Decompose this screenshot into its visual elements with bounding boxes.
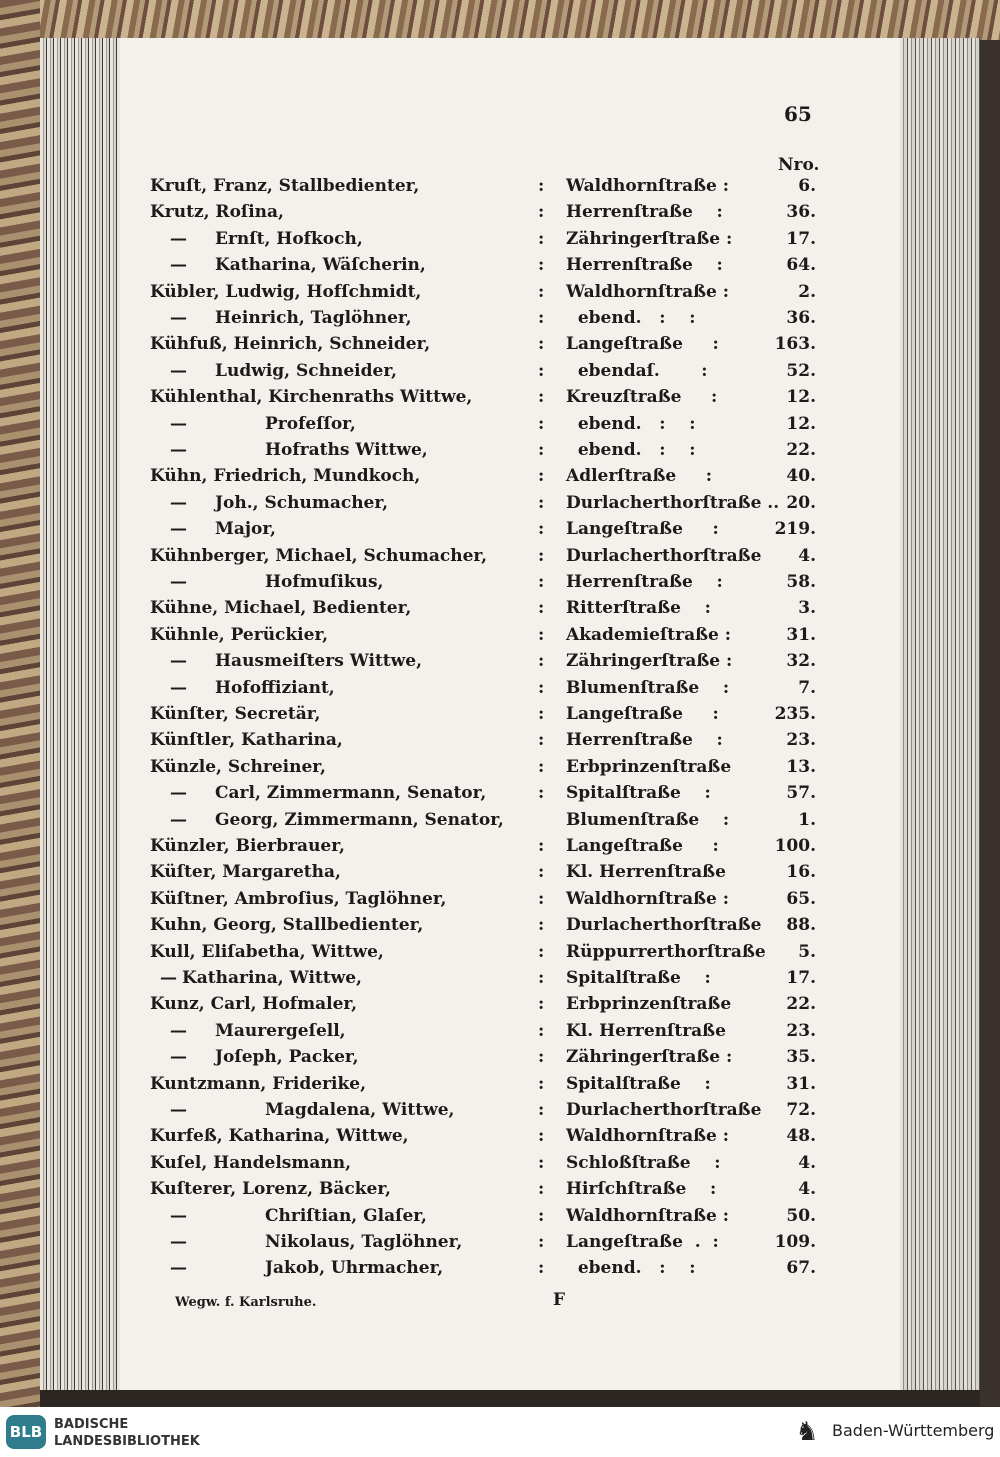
street-name: Herrenſtraße : xyxy=(566,202,723,223)
list-item xyxy=(0,493,1000,519)
list-item xyxy=(0,625,1000,651)
house-number: 7. xyxy=(798,677,816,698)
ditto-dash: — xyxy=(170,492,187,513)
leader-separator: : xyxy=(538,624,545,645)
house-number: 23. xyxy=(786,730,816,751)
resident-name: Küſtner, Ambroſius, Taglöhner, xyxy=(150,888,447,909)
resident-name: Ernſt, Hofkoch, xyxy=(215,228,363,249)
street-name: Schloßſtraße : xyxy=(566,1152,721,1173)
list-item xyxy=(0,836,1000,862)
house-number: 17. xyxy=(786,968,816,988)
street-name: Zähringerſtraße : xyxy=(566,228,733,249)
list-item xyxy=(0,176,1000,202)
leader-separator: : xyxy=(538,413,545,434)
leader-separator: : xyxy=(538,1126,545,1147)
street-name: Blumenſtraße : xyxy=(566,809,730,830)
ditto-dash: — xyxy=(170,308,187,328)
list-item xyxy=(0,757,1000,783)
house-number: 4. xyxy=(798,545,816,566)
leader-separator: : xyxy=(538,704,545,724)
leader-separator: : xyxy=(538,862,545,883)
ditto-dash: — xyxy=(170,572,187,592)
house-number: 13. xyxy=(786,756,816,777)
leader-separator: : xyxy=(538,492,545,513)
leader-separator: : xyxy=(538,756,545,777)
house-number: 52. xyxy=(786,360,816,381)
ditto-dash: — xyxy=(170,809,187,830)
house-number: 22. xyxy=(786,440,816,460)
street-name: Spitalſtraße : xyxy=(566,968,711,988)
list-item xyxy=(0,334,1000,360)
street-name: ebend. : : xyxy=(566,440,696,460)
list-item xyxy=(0,1232,1000,1258)
ditto-dash: — xyxy=(170,651,187,672)
resident-name: Hofoffiziant, xyxy=(215,677,335,698)
signature-mark: F xyxy=(553,1290,566,1310)
resident-name: Joſeph, Packer, xyxy=(215,1047,359,1068)
list-item xyxy=(0,1153,1000,1179)
leader-separator: : xyxy=(538,1258,545,1279)
list-item xyxy=(0,968,1000,994)
house-number: 100. xyxy=(774,836,816,856)
street-name: ebendaſ. : xyxy=(566,360,708,381)
list-item xyxy=(0,229,1000,255)
baden-wuerttemberg-lions-icon: ♞ xyxy=(795,1417,819,1447)
list-item xyxy=(0,1100,1000,1126)
resident-name: Major, xyxy=(215,519,276,540)
resident-name: Jakob, Uhrmacher, xyxy=(265,1258,444,1279)
resident-name: Künzler, Bierbrauer, xyxy=(150,836,345,856)
ditto-dash: — xyxy=(170,360,187,381)
house-number: 50. xyxy=(786,1205,816,1226)
resident-name: Katharina, Wäſcherin, xyxy=(215,255,426,276)
street-name: Durlacherthorſtraße .. xyxy=(566,492,780,513)
street-name: ebend. : : xyxy=(566,1258,696,1279)
list-item xyxy=(0,1258,1000,1284)
leader-separator: : xyxy=(538,598,545,619)
resident-name: Kühnberger, Michael, Schumacher, xyxy=(150,545,488,566)
street-name: Herrenſtraße : xyxy=(566,255,723,276)
blb-name-line2: LANDESBIBLIOTHEK xyxy=(54,1434,200,1449)
resident-name: Künſtler, Katharina, xyxy=(150,730,343,751)
ditto-dash: — xyxy=(170,1047,187,1068)
list-item xyxy=(0,466,1000,492)
book-cover-marbled-top xyxy=(0,0,1000,40)
baden-wuerttemberg-label[interactable]: Baden-Württemberg xyxy=(832,1421,995,1440)
resident-name: Künſter, Secretär, xyxy=(150,704,321,724)
ditto-dash: — xyxy=(170,228,187,249)
house-number: 67. xyxy=(786,1258,816,1279)
resident-name: Katharina, Wittwe, xyxy=(182,968,362,988)
street-name: Durlacherthorſtraße xyxy=(566,545,762,566)
ditto-dash: — xyxy=(170,677,187,698)
house-number: 219. xyxy=(774,519,816,540)
house-number: 32. xyxy=(786,651,816,672)
list-item xyxy=(0,730,1000,756)
resident-name: Kühn, Friedrich, Mundkoch, xyxy=(150,466,421,487)
ditto-dash: — xyxy=(170,255,187,276)
list-item xyxy=(0,810,1000,836)
ditto-dash: — xyxy=(170,1100,187,1120)
house-number: 58. xyxy=(786,572,816,592)
resident-name: Kühfuß, Heinrich, Schneider, xyxy=(150,334,431,355)
leader-separator: : xyxy=(538,888,545,909)
house-number: 16. xyxy=(786,862,816,883)
street-name: Waldhornſtraße : xyxy=(566,176,730,196)
leader-separator: : xyxy=(538,783,545,804)
leader-separator: : xyxy=(538,360,545,381)
house-number: 4. xyxy=(798,1179,816,1200)
leader-separator: : xyxy=(538,1152,545,1173)
resident-name: Krutz, Roſina, xyxy=(150,202,284,223)
leader-separator: : xyxy=(538,255,545,276)
resident-name: Kruſt, Franz, Stallbedienter, xyxy=(150,176,420,196)
street-name: Langeſtraße : xyxy=(566,704,719,724)
leader-separator: : xyxy=(538,228,545,249)
ditto-dash: — xyxy=(170,440,187,460)
resident-name: Profeſſor, xyxy=(265,413,356,434)
house-number: 17. xyxy=(786,228,816,249)
street-name: Langeſtraße : xyxy=(566,836,719,856)
ditto-dash: — xyxy=(170,1020,187,1041)
house-number: 31. xyxy=(786,1073,816,1094)
list-item xyxy=(0,889,1000,915)
street-name: Hirſchſtraße : xyxy=(566,1179,717,1200)
street-name: Spitalſtraße : xyxy=(566,783,711,804)
house-number: 12. xyxy=(786,413,816,434)
street-name: Waldhornſtraße : xyxy=(566,888,730,909)
list-item xyxy=(0,1047,1000,1073)
list-item xyxy=(0,361,1000,387)
house-number: 64. xyxy=(786,255,816,276)
resident-name: Nikolaus, Taglöhner, xyxy=(265,1232,463,1252)
resident-name: Kühnle, Perückier, xyxy=(150,624,329,645)
house-number: 163. xyxy=(774,334,816,355)
list-item xyxy=(0,678,1000,704)
resident-name: Kurfeß, Katharina, Wittwe, xyxy=(150,1126,409,1147)
resident-name: Heinrich, Taglöhner, xyxy=(215,308,412,328)
house-number: 65. xyxy=(786,888,816,909)
street-name: ebend. : : xyxy=(566,308,696,328)
list-item xyxy=(0,308,1000,334)
leader-separator: : xyxy=(538,968,545,988)
leader-separator: : xyxy=(538,1100,545,1120)
resident-name: Kull, Eliſabetha, Wittwe, xyxy=(150,941,384,962)
ditto-dash: — xyxy=(160,968,177,988)
leader-separator: : xyxy=(538,334,545,355)
list-item xyxy=(0,255,1000,281)
resident-name: Georg, Zimmermann, Senator, xyxy=(215,809,504,830)
leader-separator: : xyxy=(538,1205,545,1226)
house-number: 5. xyxy=(798,941,816,962)
list-item xyxy=(0,994,1000,1020)
leader-separator: : xyxy=(538,176,545,196)
list-item xyxy=(0,598,1000,624)
street-name: Herrenſtraße : xyxy=(566,730,723,751)
resident-name: Kuſterer, Lorenz, Bäcker, xyxy=(150,1179,391,1200)
ditto-dash: — xyxy=(170,413,187,434)
street-name: Erbprinzenſtraße xyxy=(566,756,732,777)
resident-name: Kuſel, Handelsmann, xyxy=(150,1152,351,1173)
resident-name: Joh., Schumacher, xyxy=(215,492,389,513)
leader-separator: : xyxy=(538,1047,545,1068)
leader-separator: : xyxy=(538,1232,545,1252)
list-item xyxy=(0,1179,1000,1205)
list-item xyxy=(0,440,1000,466)
street-name: Waldhornſtraße : xyxy=(566,1205,730,1226)
list-item xyxy=(0,546,1000,572)
house-number: 40. xyxy=(786,466,816,487)
blb-logo[interactable]: BLB xyxy=(6,1415,46,1449)
resident-name: Chriſtian, Glaſer, xyxy=(265,1205,427,1226)
resident-name: Kühne, Michael, Bedienter, xyxy=(150,598,412,619)
list-item xyxy=(0,519,1000,545)
street-name: Adlerſtraße : xyxy=(566,466,713,487)
footer-printer-note: Wegw. f. Karlsruhe. xyxy=(175,1295,317,1310)
house-number: 35. xyxy=(786,1047,816,1068)
list-item xyxy=(0,1206,1000,1232)
house-number: 6. xyxy=(798,176,816,196)
house-number: 88. xyxy=(786,915,816,936)
leader-separator: : xyxy=(538,572,545,592)
resident-name: Kunz, Carl, Hofmaler, xyxy=(150,994,358,1015)
street-name: Durlacherthorſtraße xyxy=(566,915,762,936)
street-name: Spitalſtraße : xyxy=(566,1073,711,1094)
house-number: 57. xyxy=(786,783,816,804)
resident-name: Küſter, Margaretha, xyxy=(150,862,341,883)
page-number: 65 xyxy=(784,102,812,126)
resident-name: Kuntzmann, Friderike, xyxy=(150,1073,367,1094)
resident-name: Hofraths Wittwe, xyxy=(265,440,428,460)
street-name: Rüppurrerthorſtraße xyxy=(566,941,766,962)
resident-name: Hausmeiſters Wittwe, xyxy=(215,651,423,672)
house-number: 72. xyxy=(786,1100,816,1120)
leader-separator: : xyxy=(538,651,545,672)
list-item xyxy=(0,414,1000,440)
list-item xyxy=(0,572,1000,598)
resident-name: Carl, Zimmermann, Senator, xyxy=(215,783,487,804)
resident-name: Kuhn, Georg, Stallbedienter, xyxy=(150,915,424,936)
house-number: 4. xyxy=(798,1152,816,1173)
blb-name-line1: BADISCHE xyxy=(54,1417,129,1432)
house-number: 31. xyxy=(786,624,816,645)
leader-separator: : xyxy=(538,941,545,962)
list-item xyxy=(0,651,1000,677)
blb-name[interactable] xyxy=(54,1416,200,1450)
leader-separator: : xyxy=(538,519,545,540)
leader-separator: : xyxy=(538,1179,545,1200)
street-name: Erbprinzenſtraße xyxy=(566,994,732,1015)
house-number: 2. xyxy=(798,281,816,302)
resident-name: Magdalena, Wittwe, xyxy=(265,1100,455,1120)
list-item xyxy=(0,942,1000,968)
street-name: Langeſtraße . : xyxy=(566,1232,719,1252)
resident-name: Maurergeſell, xyxy=(215,1020,346,1041)
list-item xyxy=(0,387,1000,413)
list-item xyxy=(0,704,1000,730)
leader-separator: : xyxy=(538,202,545,223)
street-name: Durlacherthorſtraße xyxy=(566,1100,762,1120)
street-name: Blumenſtraße : xyxy=(566,677,730,698)
street-name: Akademieſtraße : xyxy=(566,624,732,645)
street-name: Langeſtraße : xyxy=(566,334,719,355)
street-name: Kl. Herrenſtraße xyxy=(566,1020,726,1041)
list-item xyxy=(0,783,1000,809)
ditto-dash: — xyxy=(170,1205,187,1226)
list-item xyxy=(0,1021,1000,1047)
leader-separator: : xyxy=(538,440,545,460)
resident-name: Künzle, Schreiner, xyxy=(150,756,326,777)
ditto-dash: — xyxy=(170,783,187,804)
resident-name: Hofmuſikus, xyxy=(265,572,384,592)
leader-separator: : xyxy=(538,915,545,936)
list-item xyxy=(0,202,1000,228)
house-number: 23. xyxy=(786,1020,816,1041)
leader-separator: : xyxy=(538,994,545,1015)
house-number: 48. xyxy=(786,1126,816,1147)
list-item xyxy=(0,915,1000,941)
house-number: 22. xyxy=(786,994,816,1015)
leader-separator: : xyxy=(538,466,545,487)
leader-separator: : xyxy=(538,308,545,328)
ditto-dash: — xyxy=(170,1258,187,1279)
leader-separator: : xyxy=(538,730,545,751)
list-item xyxy=(0,1126,1000,1152)
viewer-footer-bar xyxy=(0,1407,1000,1457)
leader-separator: : xyxy=(538,836,545,856)
street-name: Zähringerſtraße : xyxy=(566,651,733,672)
column-header-number: Nro. xyxy=(778,155,820,175)
house-number: 12. xyxy=(786,387,816,408)
leader-separator: : xyxy=(538,281,545,302)
list-item xyxy=(0,1074,1000,1100)
leader-separator: : xyxy=(538,677,545,698)
street-name: Kreuzſtraße : xyxy=(566,387,718,408)
house-number: 3. xyxy=(798,598,816,619)
list-item xyxy=(0,862,1000,888)
street-name: Herrenſtraße : xyxy=(566,572,723,592)
house-number: 36. xyxy=(786,308,816,328)
street-name: Waldhornſtraße : xyxy=(566,1126,730,1147)
leader-separator: : xyxy=(538,387,545,408)
ditto-dash: — xyxy=(170,1232,187,1252)
street-name: Ritterſtraße : xyxy=(566,598,711,619)
leader-separator: : xyxy=(538,1020,545,1041)
street-name: Kl. Herrenſtraße xyxy=(566,862,726,883)
house-number: 20. xyxy=(786,492,816,513)
resident-name: Kübler, Ludwig, Hofſchmidt, xyxy=(150,281,422,302)
street-name: Langeſtraße : xyxy=(566,519,719,540)
leader-separator: : xyxy=(538,1073,545,1094)
resident-name: Kühlenthal, Kirchenraths Wittwe, xyxy=(150,387,473,408)
list-item xyxy=(0,282,1000,308)
house-number: 109. xyxy=(774,1232,816,1252)
street-name: ebend. : : xyxy=(566,413,696,434)
house-number: 36. xyxy=(786,202,816,223)
street-name: Waldhornſtraße : xyxy=(566,281,730,302)
house-number: 1. xyxy=(798,809,816,830)
resident-name: Ludwig, Schneider, xyxy=(215,360,397,381)
street-name: Zähringerſtraße : xyxy=(566,1047,733,1068)
ditto-dash: — xyxy=(170,519,187,540)
leader-separator: : xyxy=(538,545,545,566)
house-number: 235. xyxy=(774,704,816,724)
